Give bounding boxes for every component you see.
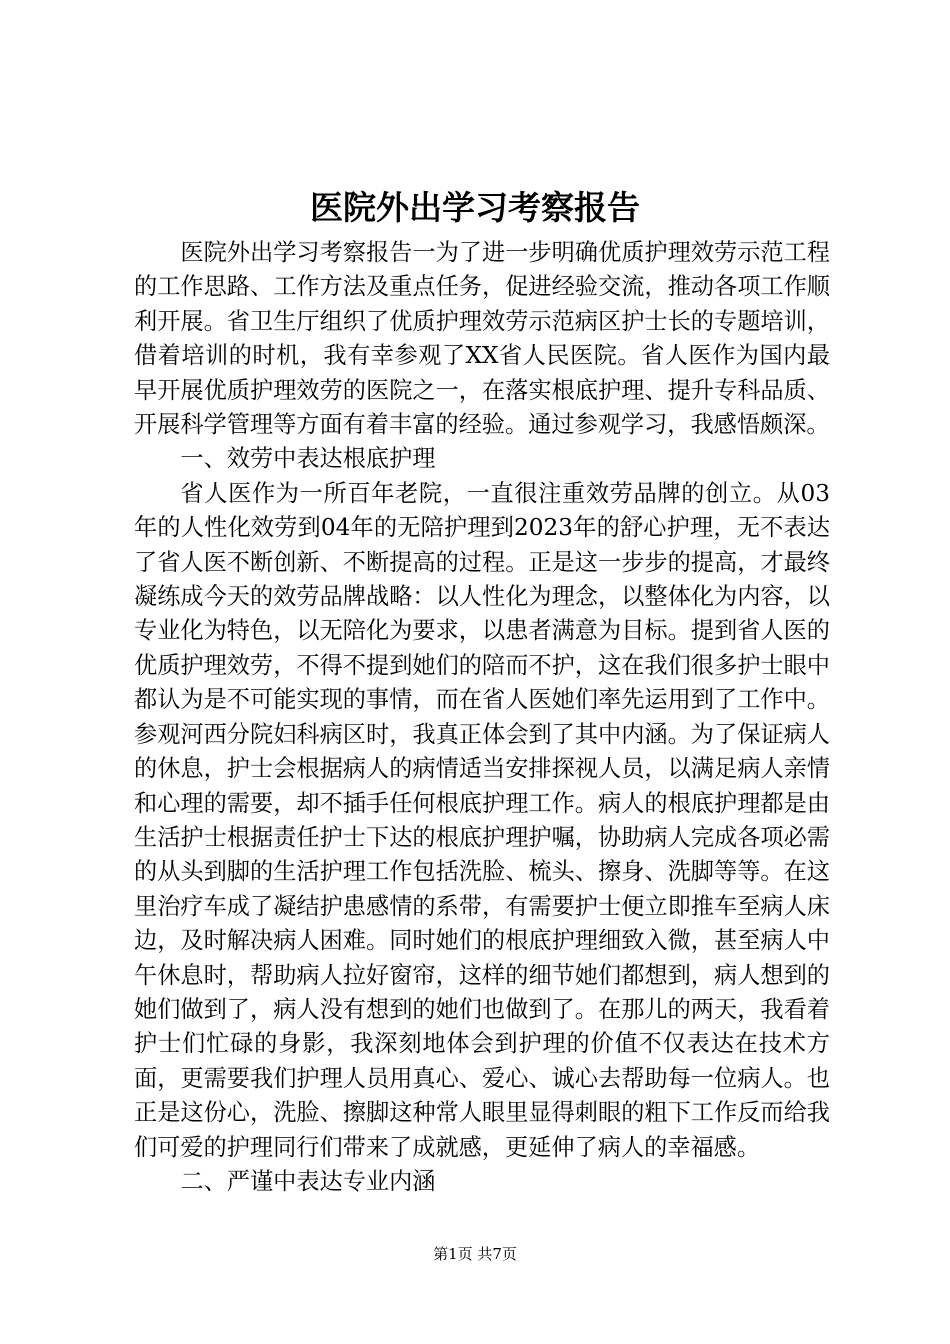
section-heading-2: 二、严谨中表达专业内涵 bbox=[180, 1167, 436, 1195]
document-body bbox=[134, 236, 830, 1199]
paragraph-intro: 医院外出学习考察报告一为了进一步明确优质护理效劳示范工程的工作思路、工作方法及重点任务，促进经验交流，推动各项工作顺利开展。省卫生厅组织了优质护理效劳示范病区护士长的专题培训，借着培训的时机，我有幸参观了XX省人民医院。省人医作为国内最早开展优质护理效劳的医院之一，在落实根底护理、提升专科品质、开展科学管理等方面有着丰富的经验。通过参观学习，我感悟颇深。 bbox=[134, 239, 830, 439]
document-title: 医院外出学习考察报告 bbox=[310, 188, 640, 227]
paragraph-section-1: 省人医作为一所百年老院，一直很注重效劳品牌的创立。从03年的人性化效劳到04年的无陪护理到2023年的舒心护理，无不表达了省人医不断创新、不断提高的过程。正是这一步步的提高，才最终凝练成今天的效劳品牌战略：以人性化为理念，以整体化为内容，以专业化为特色，以无陪化为要求，以患者满意为目标。提到省人医的优质护理效劳，不得不提到她们的陪而不护，这在我们很多护士眼中都认为是不可能实现的事情，而在省人医她们率先运用到了工作中。参观河西分院妇科病区时，我真正体会到了其中内涵。为了保证病人的休息，护士会根据病人的病情适当安排探视人员，以满足病人亲情和心理的需要，却不插手任何根底护理工作。病人的根底护理都是由生活护士根据责任护士下达的根底护理护嘱，协助病人完成各项必需的从头到脚的生活护理工作包括洗脸、梳头、擦身、洗脚等等。在这里治疗车成了凝结护患感情的系带，有需要护士便立即推车至病人床边，及时解决病人困难。同时她们的根底护理细致入微，甚至病人中午休息时，帮助病人拉好窗帘，这样的细节她们都想到，病人想到的她们做到了，病人没有想到的她们也做到了。在那儿的两天，我看着护士们忙碌的身影，我深刻地体会到护理的价值不仅表达在技术方面，更需要我们护理人员用真心、爱心、诚心去帮助每一位病人。也正是这份心，洗脸、擦脚这种常人眼里显得刺眼的粗下工作反而给我们可爱的护理同行们带来了成就感，更延伸了病人的幸福感。 bbox=[134, 479, 830, 1161]
page-number-footer: 第1页 共7页 bbox=[433, 1245, 517, 1263]
section-heading-1: 一、效劳中表达根底护理 bbox=[180, 445, 436, 473]
